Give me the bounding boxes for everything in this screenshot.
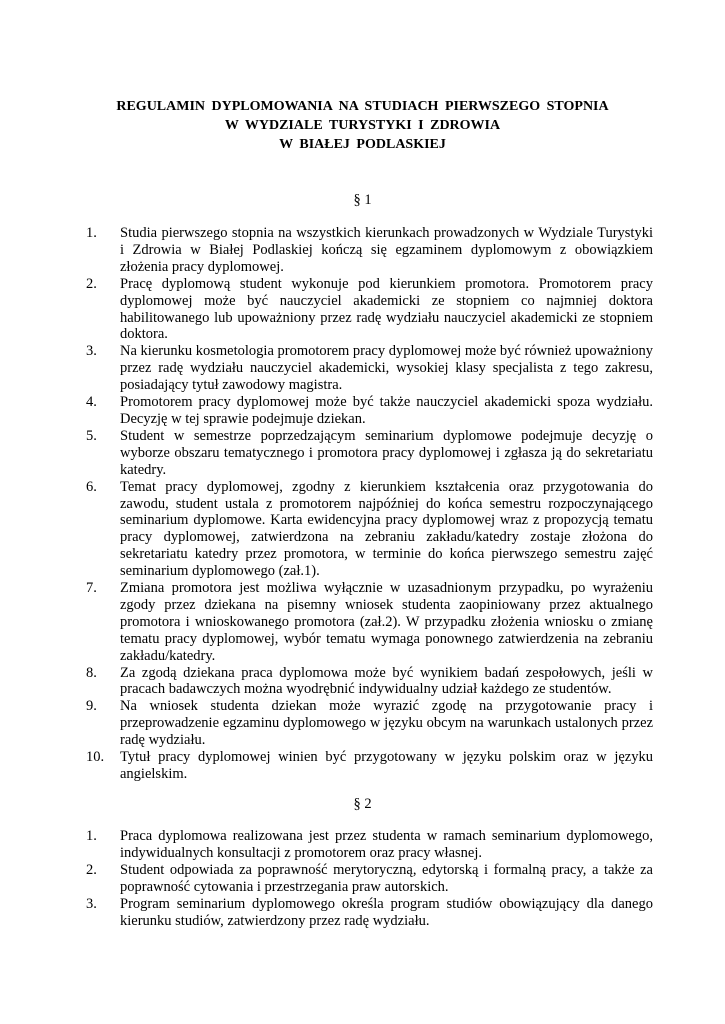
section-2-list — [86, 828, 653, 929]
item-number: 3. — [86, 895, 97, 912]
item-text: Na kierunku kosmetologia promotorem pracy dyplomowej może być również upoważniony przez radę wydziału nauczyciel akademicki, wysokiej klasy specjalista z tego zakresu, posiadający tytuł zawodowy magistra. — [120, 343, 653, 394]
list-item — [86, 828, 653, 862]
title-line-2: W WYDZIALE TURYSTYKI I ZDROWIA — [224, 118, 501, 133]
item-number: 1. — [86, 225, 97, 241]
list-item — [86, 343, 653, 394]
section-1-mark: § 1 — [353, 192, 372, 208]
item-number: 3. — [86, 343, 97, 360]
item-number: 6. — [86, 478, 97, 495]
list-item — [86, 428, 653, 479]
section-2-mark: § 2 — [353, 796, 372, 812]
list-item — [86, 479, 653, 580]
list-item — [86, 225, 653, 276]
item-text: Program seminarium dyplomowego określa program studiów obowiązujący dla danego kierunku studiów, zatwierdzony przez radę wydziału. — [120, 895, 653, 929]
item-number: 4. — [86, 394, 97, 411]
item-number: 10. — [86, 749, 105, 766]
list-item — [86, 276, 653, 344]
item-text: Zmiana promotora jest możliwa wyłącznie w uzasadnionym przypadku, po wyrażeniu zgody przez dziekana na pisemny wniosek studenta zaopiniowany przez aktualnego promotora i wnioskowanego promotora (zał.2). W przypadku złożenia wniosku o zmianę tematu pracy dyplomowej, wybór tematu wymaga ponownego zatwierdzenia na zebraniu zakładu/katedry. — [120, 580, 653, 664]
item-text: Tytuł pracy dyplomowej winien być przygotowany w języku polskim oraz w języku angielskim. — [120, 749, 653, 782]
list-item — [86, 749, 653, 783]
item-text: Student odpowiada za poprawność merytoryczną, edytorską i formalną pracy, a także za poprawność cytowania i przestrzegania praw autorskich. — [120, 861, 653, 895]
list-item — [86, 394, 653, 428]
item-text: Za zgodą dziekana praca dyplomowa może być wynikiem badań zespołowych, jeśli w pracach badawczych można wyodrębnić indywidualny udział każdego ze studentów. — [120, 664, 653, 698]
item-number: 1. — [86, 828, 97, 844]
item-number: 7. — [86, 580, 97, 597]
list-item — [86, 862, 653, 896]
item-number: 8. — [86, 664, 97, 681]
item-number: 2. — [86, 275, 97, 292]
item-text: Temat pracy dyplomowej, zgodny z kierunkiem kształcenia oraz przygotowania do zawodu, student ustala z promotorem najpóźniej do końca semestru rozpoczynającego seminarium dyplomowe. Karta ewidencyjna pracy dyplomowej wraz z propozycją tematu pracy dyplomowej, zatwierdzona na zebraniu zakładu/katedry zostaje złożona do sekretariatu katedry przez promotora, w terminie do końca pierwszego semestru zajęć seminarium dyplomowego (zał.1). — [120, 478, 653, 580]
list-item — [86, 896, 653, 930]
item-text: Praca dyplomowa realizowana jest przez studenta w ramach seminarium dyplomowego, indywidualnych konsultacji z promotorem oraz pracy własnej. — [120, 828, 653, 861]
document-title — [0, 97, 725, 154]
section-1-list — [86, 225, 653, 783]
list-item — [86, 698, 653, 749]
item-number: 9. — [86, 698, 97, 715]
item-text: Studia pierwszego stopnia na wszystkich kierunkach prowadzonych w Wydziale Turystyki i Zdrowia w Białej Podlaskiej kończą się egzaminem dyplomowym z obowiązkiem złożenia pracy dyplomowej. — [120, 225, 653, 275]
item-number: 2. — [86, 861, 97, 878]
item-number: 5. — [86, 427, 97, 444]
item-text: Promotorem pracy dyplomowej może być także nauczyciel akademicki spoza wydziału. Decyzję w tej sprawie podejmuje dziekan. — [120, 394, 653, 427]
list-item — [86, 580, 653, 665]
list-item — [86, 665, 653, 699]
item-text: Pracę dyplomową student wykonuje pod kierunkiem promotora. Promotorem pracy dyplomowej może być nauczyciel akademicki ze stopniem co najmniej doktora habilitowanego lub upoważniony przez radę wydziału nauczyciel akademicki ze stopniem doktora. — [120, 275, 653, 343]
item-text: Na wniosek studenta dziekan może wyrazić zgodę na przygotowanie pracy i przeprowadzenie egzaminu dyplomowego w języku obcym na warunkach ustalonych przez radę wydziału. — [120, 698, 653, 749]
title-line-3: W BIAŁEJ PODLASKIEJ — [279, 137, 446, 152]
item-text: Student w semestrze poprzedzającym seminarium dyplomowe podejmuje decyzję o wyborze obszaru tematycznego i promotora pracy dyplomowej i zgłasza ją do sekretariatu katedry. — [120, 427, 653, 478]
title-line-1: REGULAMIN DYPLOMOWANIA NA STUDIACH PIERWSZEGO STOPNIA — [116, 99, 609, 114]
